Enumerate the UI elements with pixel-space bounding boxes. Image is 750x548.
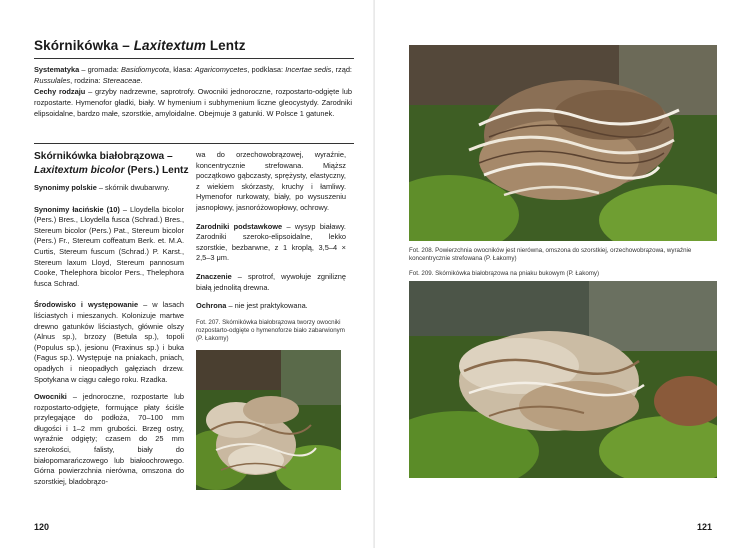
- section-rule: [34, 143, 354, 144]
- protection: [196, 301, 346, 312]
- synonyms-polish-text: – skórnik dwubarwny.: [96, 183, 170, 192]
- left-column: [34, 183, 184, 487]
- significance-text: – sprotrof, wywołuje zgniliznę białą jednolitą drewna.: [196, 271, 346, 292]
- photo-209: [409, 281, 717, 478]
- systematics-subclass: Incertae sedis: [285, 65, 332, 74]
- species-title: [34, 150, 194, 177]
- right-column: [196, 150, 346, 312]
- species-title-polish: Skórnikówka białobrązowa –: [34, 151, 173, 162]
- genus-title: [34, 38, 246, 53]
- synonyms-polish-label: Synonimy polskie: [34, 183, 97, 192]
- caption-209: Fot. 209. Skórnikówka białobrązowa na pniaku bukowym (P. Łakomy): [409, 270, 600, 277]
- page-number-left: 120: [34, 522, 50, 532]
- habitat-label: Środowisko i występowanie: [34, 300, 139, 310]
- caption-208: Fot. 208. Powierzchnia owocników jest nierówna, omszona do szorstkiej, orzechowobrązowa, wyraźnie koncentrycznie strefowana (P. Łakomy): [409, 247, 692, 263]
- systematics-text: , rząd:: [331, 65, 352, 74]
- species-title-author: (Pers.) Lentz: [124, 164, 189, 176]
- systematics-label: Systematyka: [34, 65, 80, 74]
- significance-label: Znaczenie: [196, 271, 232, 281]
- habitat: [34, 300, 184, 385]
- fruitbody: [34, 392, 184, 487]
- genus-title-author: Lentz: [205, 38, 246, 53]
- significance: [196, 272, 346, 293]
- genus-features-text: – grzyby nadrzewne, saprotrofy. Owocniki jednoroczne, rozpostarto-odgięte lub rozpostarte. Hymenofor gładki, biały. W hymenium i subhymenium liczne gleocystydy. Zarodniki elipsoidalne, bardzo małe, szorstkie, amyloidalne. Obejmuje 3 gatunki. W Polsce 1 gatunek.: [34, 87, 352, 118]
- systematics-text: , podklasa:: [247, 65, 286, 74]
- genus-features-label: Cechy rodzaju: [34, 87, 86, 96]
- genus-title-text: Skórnikówka –: [34, 38, 134, 53]
- synonyms-latin-label: Synonimy łacińskie (10): [34, 204, 120, 214]
- habitat-text: – w lasach liściastych i mieszanych. Kolonizuje martwe drewno gatunków liściastych, głównie olszy (Alnus sp.), brzozy (Betula sp.), topoli (Populus sp.), jesionu (Fraxinus sp.) i buka (Fagus sp.). Występuje na pniakach, pniach, opadłych i nieopadłych gałęziach drzew. Spotykana w ciągu całego roku. Rzadka.: [34, 300, 184, 384]
- spores-text: – wysyp białawy. Zarodniki szeroko-elipsoidalne, lekko szorstkie, bezbarwne, z 1 kroplą, 3,5–4 × 2,5–3 μm.: [196, 221, 346, 263]
- systematics-order: Russulales: [34, 76, 71, 85]
- synonyms-polish: [34, 183, 184, 194]
- systematics-text: .: [140, 76, 143, 85]
- fruitbody-continued: wa do orzechowobrązowej, wyraźnie, koncentrycznie strefowana. Miąższ początkowo gąbczasty, sprężysty, elastyczny, z wiekiem skórzasty, kruchy i łamliwy. Hymenofor rurkowaty, biały, po wysuszeniu jasnopłowy, jasnoróżowopłowy, ochrowy.: [196, 150, 346, 212]
- caption-207: Fot. 207. Skórnikówka białobrązowa tworzy owocniki rozpostarto-odgięte o hymenoforze biało zabarwionym (P. Łakomy): [196, 319, 345, 343]
- page-number-right: 121: [697, 522, 713, 532]
- spores: [196, 222, 346, 264]
- fruitbody-text: – jednoroczne, rozpostarte lub rozpostarto-odgięte, formujące płaty ściśle przylegające do podłoża, 70–100 mm długości i 1–2 mm grubości. Brzeg ostry, wyraźnie odgięty; czasem do 25 mm szerokości, falisty, biały do białopomarańczowego lub białoochrowego. Górna powierzchnia nierówna, omszona do szorstkiej, bladobrązo-: [34, 392, 184, 486]
- genus-title-latin: Laxitextum: [133, 38, 206, 53]
- synonyms-latin-text: – Lloydella bicolor (Pers.) Bres., Lloydella fusca (Schrad.) Bres., Stereum bicolor (Pers.) Pat., Stereum bicolor (Pers.) Fr., Stereum coffeatum Berk. et. M.A. Curtis, Stereum fuscum (Schrad.) P. Karst., Stereum laxum Lloyd, Stereum pannosum Cooke, Thelephora bicolor Pers., Thelephora fusca Schrad.: [34, 204, 185, 288]
- synonyms-latin: [34, 205, 184, 290]
- systematics-phylum: Basidiomycota: [120, 65, 170, 74]
- genus-description: [34, 64, 352, 119]
- systematics-text: , klasa:: [169, 65, 195, 74]
- title-rule: [34, 58, 354, 59]
- systematics-class: Agaricomycetes: [194, 65, 248, 74]
- right-page: [375, 0, 750, 548]
- systematics-family: Stereaceae: [102, 76, 141, 85]
- species-title-latin: Laxitextum bicolor: [34, 164, 125, 176]
- protection-text: – nie jest praktykowana.: [226, 301, 308, 311]
- photo-208: [409, 45, 717, 241]
- protection-label: Ochrona: [196, 301, 227, 311]
- spores-label: Zarodniki podstawkowe: [196, 221, 283, 231]
- systematics-text: – gromada:: [79, 65, 121, 74]
- photo-207: [196, 350, 341, 490]
- systematics-text: , rodzina:: [70, 76, 103, 85]
- fruitbody-label: Owocniki: [34, 392, 67, 402]
